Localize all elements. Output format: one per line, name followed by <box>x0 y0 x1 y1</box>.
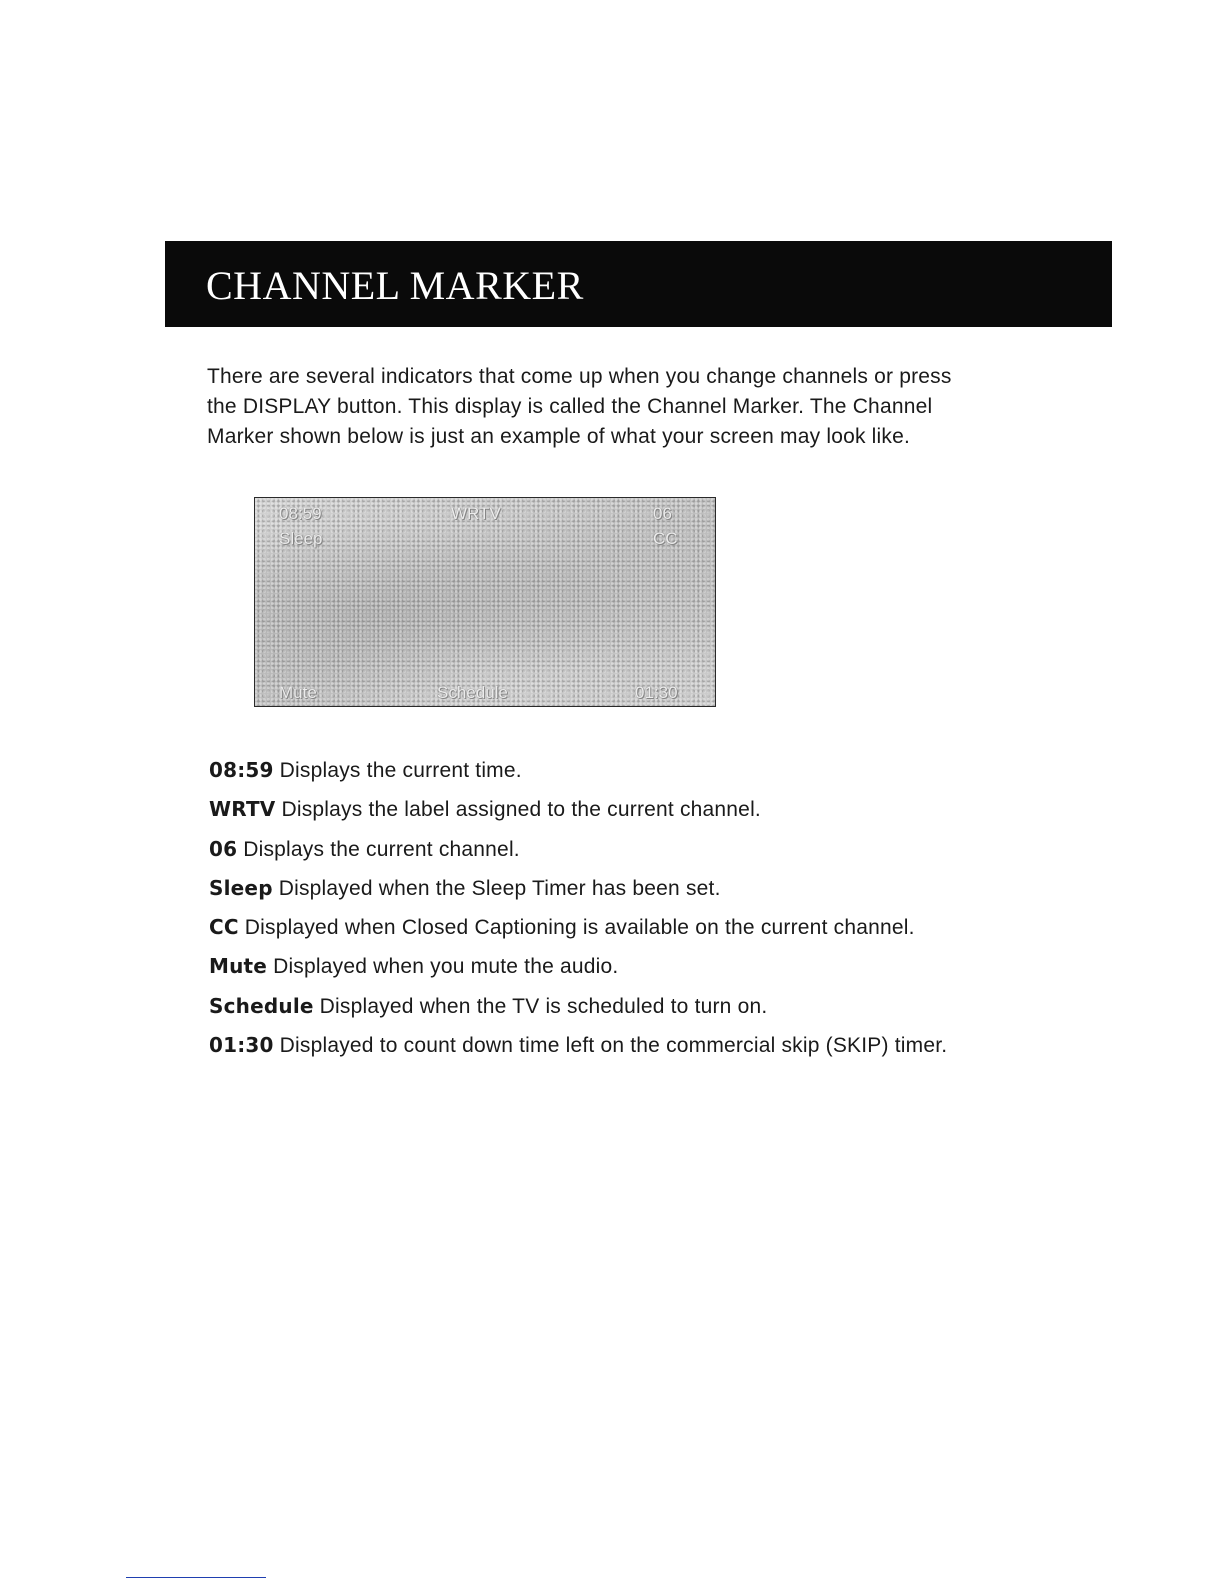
marker-station-label: WRTV <box>451 504 501 523</box>
page-title: CHANNEL MARKER <box>206 263 584 308</box>
definition-term: Mute <box>209 954 268 979</box>
marker-channel-number: 06 <box>653 504 672 523</box>
definition-text: Displayed when the TV is scheduled to turn on. <box>319 994 768 1018</box>
definition-term: 08:59 <box>209 758 274 782</box>
definition-term: Schedule <box>209 993 314 1018</box>
marker-mute-indicator: Mute <box>279 683 317 702</box>
definition-item <box>209 947 1169 986</box>
marker-time: 08:59 <box>279 504 322 523</box>
intro-line: There are several indicators that come up when you change channels or press <box>207 365 952 388</box>
footer-rule <box>126 1577 266 1578</box>
marker-cc-indicator: CC <box>653 529 678 548</box>
definition-item <box>209 908 1169 947</box>
channel-marker-example <box>254 497 716 707</box>
definition-term: 06 <box>209 836 238 861</box>
definition-item <box>209 751 1169 790</box>
definition-term: 01:30 <box>209 1033 274 1058</box>
indicator-definition-list <box>209 751 1169 1065</box>
definition-item <box>209 869 1169 908</box>
definition-text: Displays the current time. <box>279 759 522 782</box>
definition-item <box>209 987 1169 1026</box>
intro-line: Marker shown below is just an example of what your screen may look like. <box>207 425 911 448</box>
intro-line: the DISPLAY button. This display is called the Channel Marker. The Channel <box>207 395 933 418</box>
definition-item <box>209 1026 1169 1065</box>
definition-text: Displayed when the Sleep Timer has been set. <box>278 876 721 900</box>
definition-term: Sleep <box>209 875 273 900</box>
marker-sleep-indicator: Sleep <box>279 529 323 548</box>
definition-text: Displays the label assigned to the current channel. <box>281 798 761 822</box>
intro-paragraph <box>207 362 1127 452</box>
definition-text: Displayed to count down time left on the commercial skip (SKIP) timer. <box>279 1034 948 1058</box>
definition-text: Displayed when Closed Captioning is available on the current channel. <box>244 916 915 940</box>
marker-skip-timer: 01:30 <box>635 683 678 702</box>
marker-schedule-indicator: Schedule <box>437 683 508 702</box>
definition-text: Displays the current channel. <box>243 837 520 861</box>
definition-item <box>209 790 1169 829</box>
definition-text: Displayed when you mute the audio. <box>273 955 619 979</box>
section-title-bar <box>165 241 1112 327</box>
definition-term: CC <box>209 915 239 940</box>
definition-term: WRTV <box>209 797 276 822</box>
definition-item <box>209 830 1169 869</box>
